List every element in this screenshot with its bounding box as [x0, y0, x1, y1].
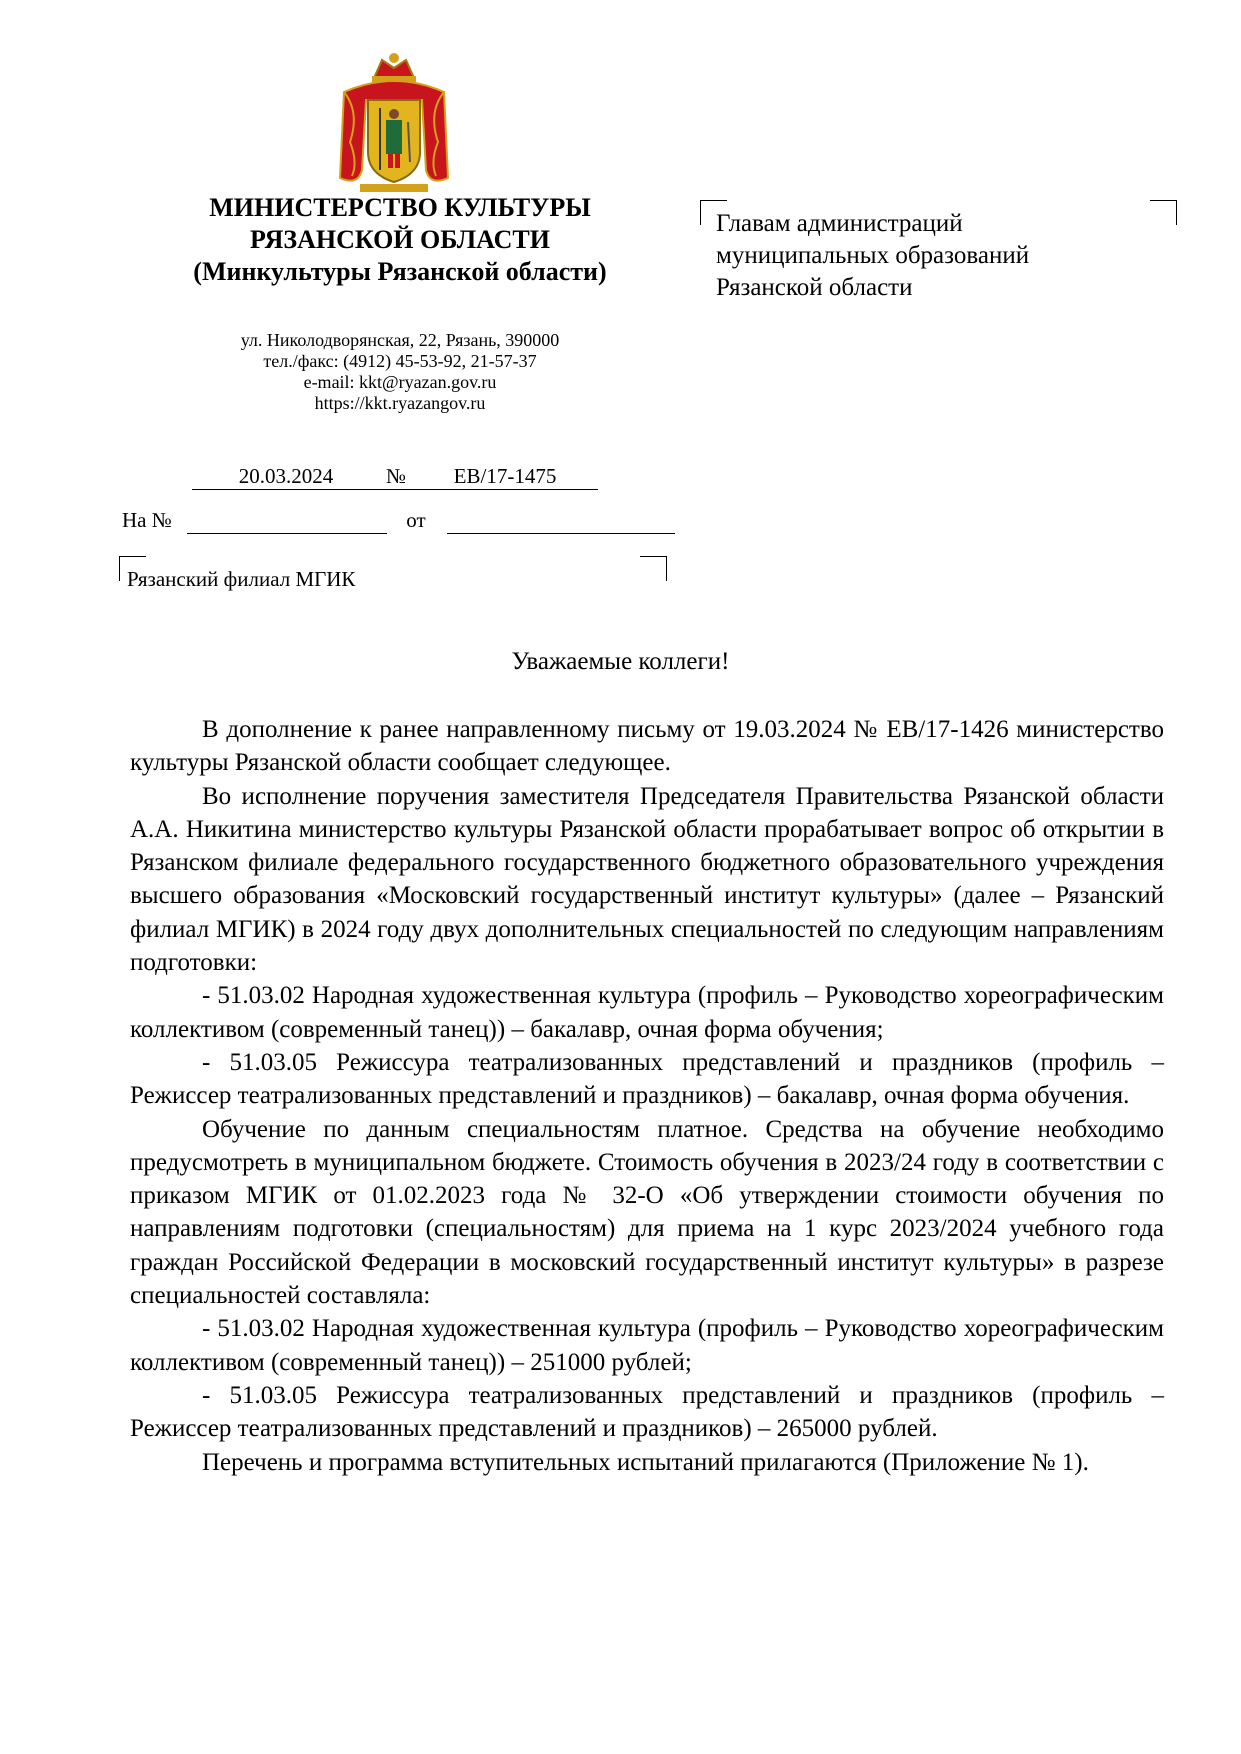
registration-number: ЕВ/17-1475 [412, 463, 598, 490]
addressee-block [716, 208, 1146, 304]
registration-number-sign: № [380, 463, 412, 490]
subject-line: Рязанский филиал МГИК [127, 567, 356, 591]
list-item: - 51.03.05 Режиссура театрализованных представлений и праздников (профиль – Режиссер театрализованных представлений и праздников) – бакалавр, очная форма обучения. [130, 1048, 1164, 1110]
ministry-website: https://kkt.ryazangov.ru [314, 393, 486, 413]
paragraph: В дополнение к ранее направленному письму от 19.03.2024 № ЕВ/17-1426 министерство культуры Рязанской области сообщает следующее. [130, 716, 1164, 777]
paragraph: Перечень и программа вступительных испытаний прилагаются (Приложение № 1). [202, 1448, 1089, 1476]
ministry-name-line1: МИНИСТЕРСТВО КУЛЬТУРЫ [209, 193, 591, 222]
from-date-blank [447, 507, 675, 534]
ministry-contacts [120, 330, 680, 414]
reply-to-number-blank [187, 507, 387, 534]
from-label: от [406, 508, 426, 532]
ministry-name [120, 192, 680, 288]
registration-line [192, 463, 598, 490]
reply-to-line [122, 507, 675, 534]
list-item: - 51.03.02 Народная художественная культура (профиль – Руководство хореографическим коллективом (современный танец)) – 251000 рублей; [130, 1315, 1164, 1376]
letter-body [130, 713, 1164, 1479]
ministry-phone: тел./факс: (4912) 45-53-92, 21-57-37 [263, 351, 537, 371]
paragraph: Обучение по данным специальностям платное. Средства на обучение необходимо предусмотреть в муниципальном бюджете. Стоимость обучения в 2023/24 году в соответствии с приказом МГИК от 01.02.2023 года № 32-О «Об утверждении стоимости обучения по направлениям подготовки (специальностям) для приема на 1 курс 2023/2024 учебного года граждан Российской Федерации в московский государственный институт культуры» в разрезе специальностей составляла: [130, 1115, 1164, 1310]
ministry-short-name: (Минкультуры Рязанской области) [193, 257, 607, 286]
list-item: - 51.03.05 Режиссура театрализованных представлений и праздников (профиль – Режиссер театрализованных представлений и праздников) – 265000 рублей. [130, 1381, 1164, 1443]
reply-to-label: На № [122, 508, 172, 532]
addressee-line3: Рязанской области [716, 274, 913, 301]
ministry-address: ул. Николодворянская, 22, Рязань, 390000 [240, 330, 560, 350]
addressee-line1: Главам администраций [716, 210, 963, 237]
addressee-line2: муниципальных образований [716, 242, 1030, 269]
subject-corner-right [640, 556, 667, 581]
ministry-name-line2: РЯЗАНСКОЙ ОБЛАСТИ [250, 225, 550, 254]
salutation: Уважаемые коллеги! [511, 648, 730, 675]
paragraph: Во исполнение поручения заместителя Председателя Правительства Рязанской области А.А. Никитина министерство культуры Рязанской области прорабатывает вопрос об открытии в Рязанском филиале федерального государственного бюджетного образовательного учреждения высшего образования «Московский государственный институт культуры» (далее – Рязанский филиал МГИК) в 2024 году двух дополнительных специальностей по следующим направлениям подготовки: [130, 782, 1164, 977]
coat-of-arms-emblem [330, 52, 458, 198]
ministry-email: e-mail: kkt@ryazan.gov.ru [303, 372, 497, 392]
registration-date: 20.03.2024 [192, 463, 380, 490]
addressee-corner-right [1150, 200, 1177, 225]
list-item: - 51.03.02 Народная художественная культура (профиль – Руководство хореографическим коллективом (современный танец)) – бакалавр, очная форма обучения; [130, 982, 1164, 1043]
